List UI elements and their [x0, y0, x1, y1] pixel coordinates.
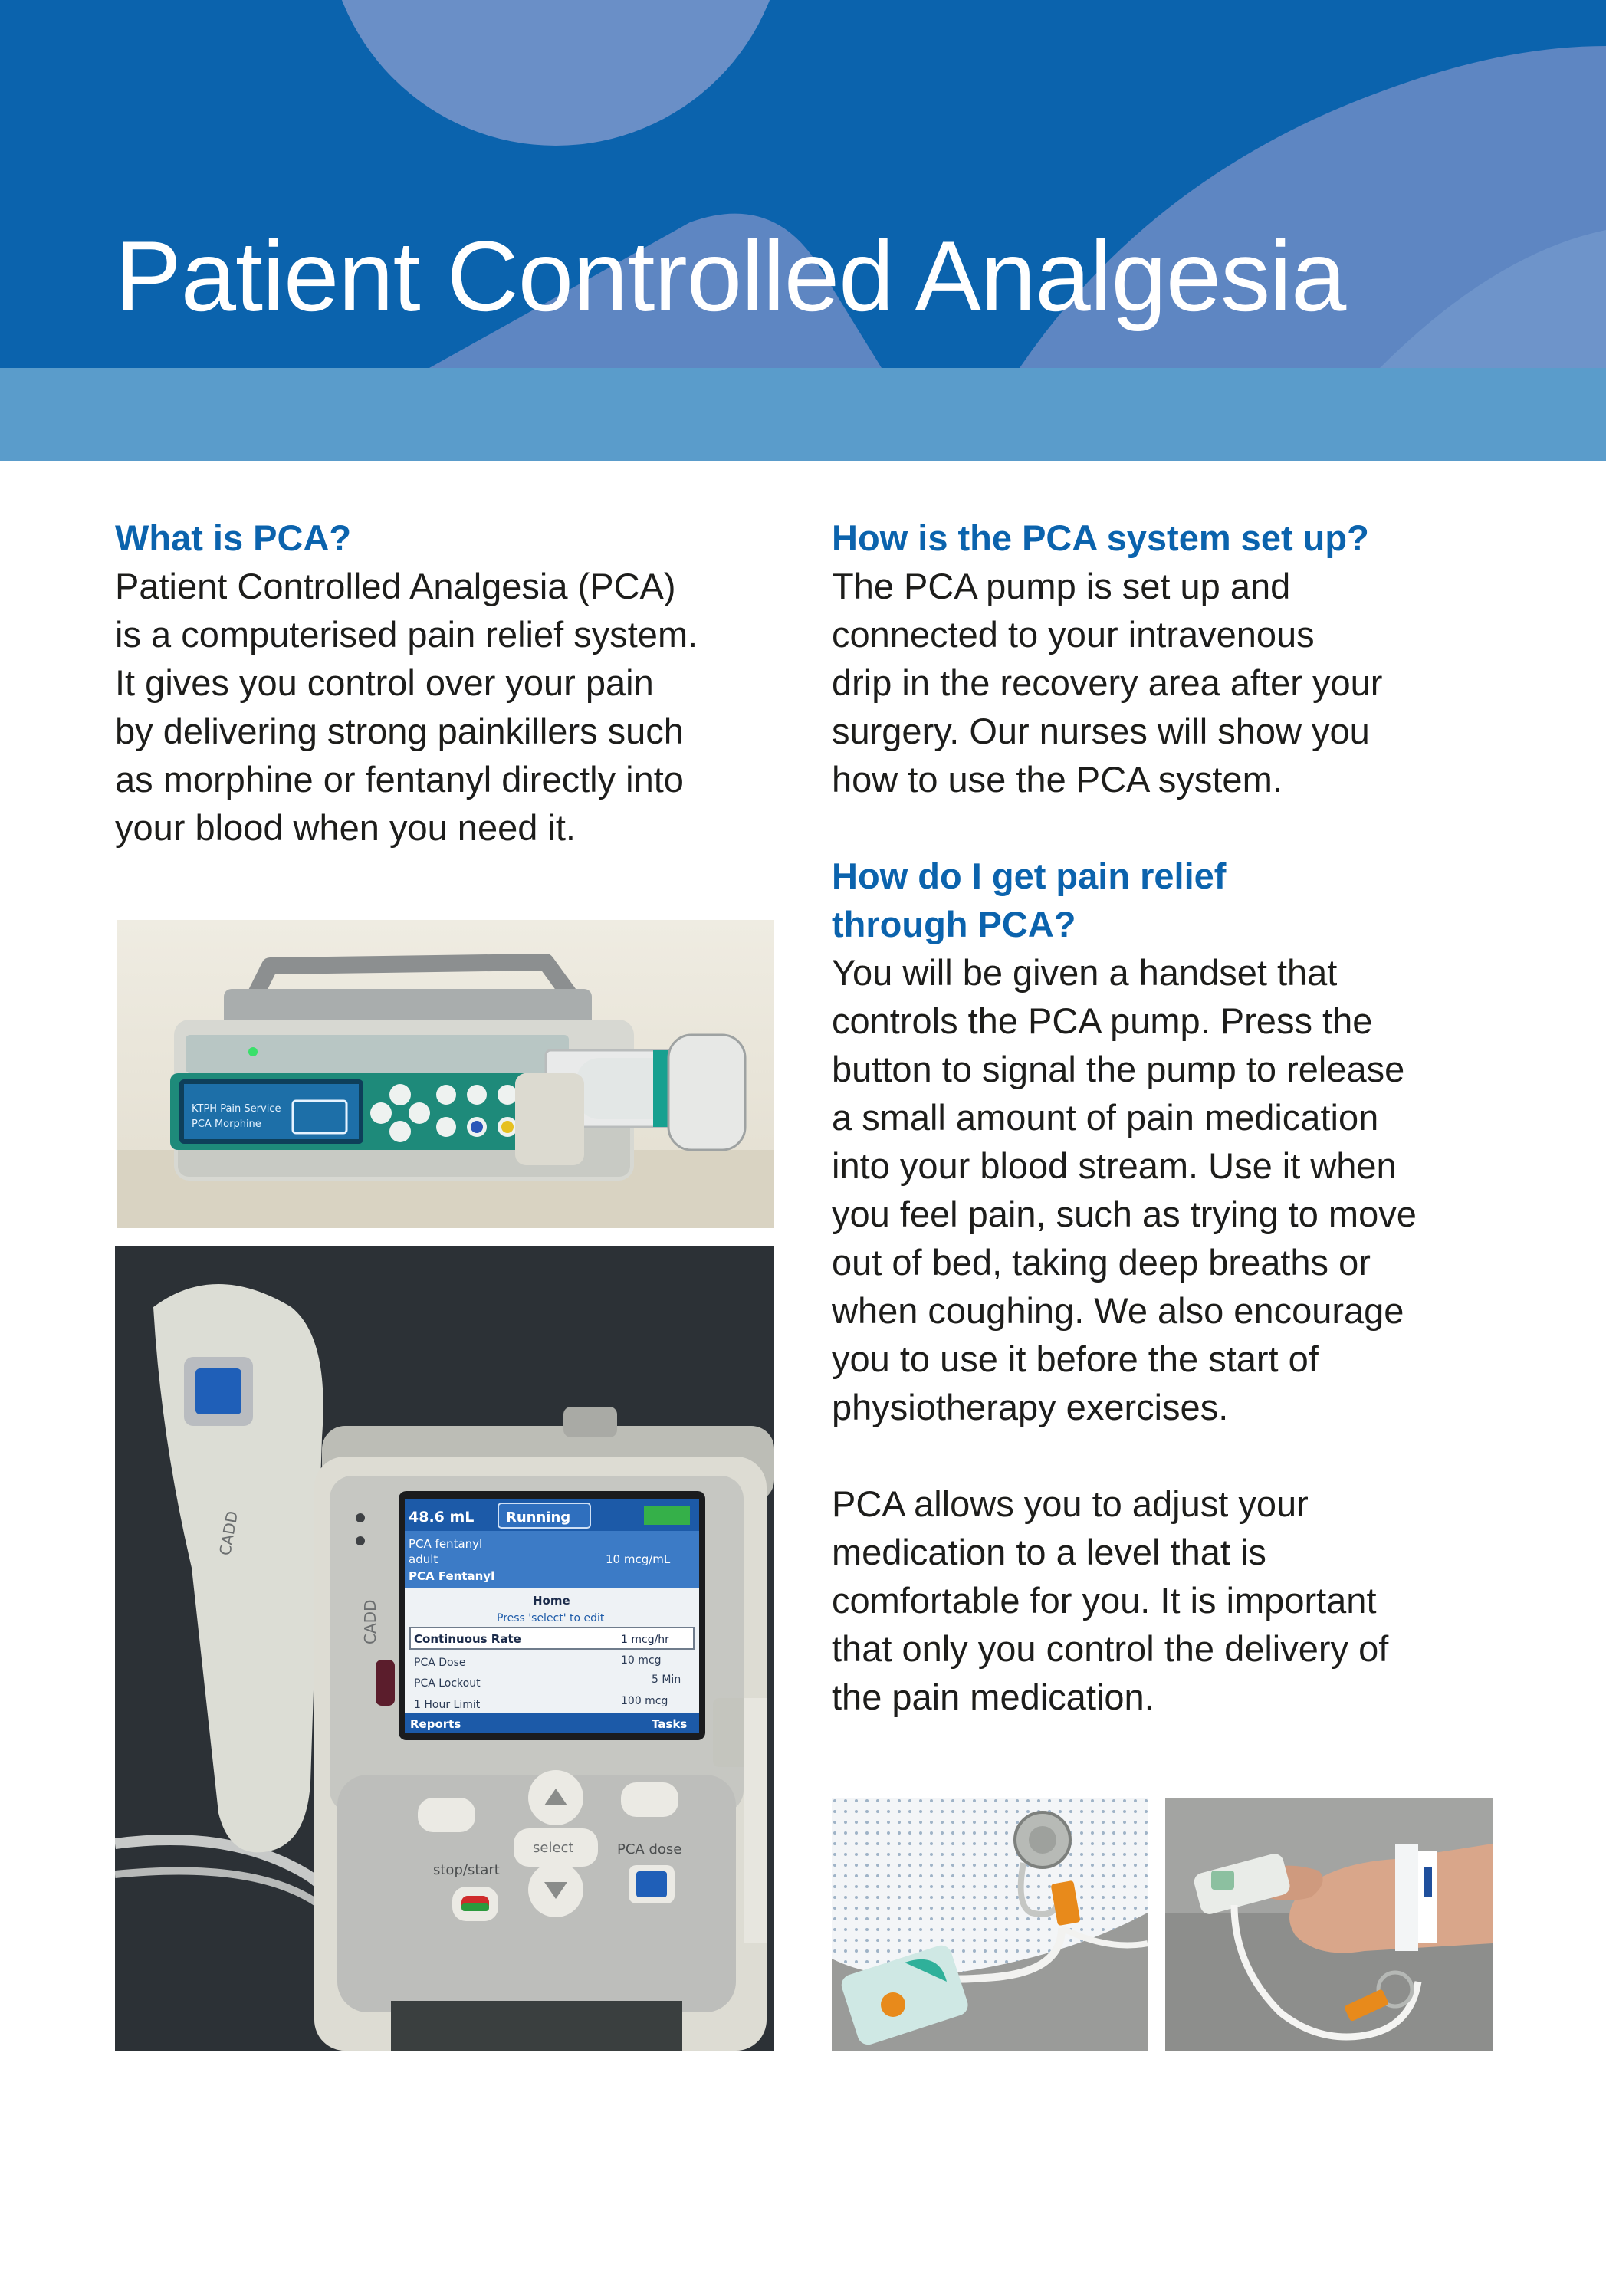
body-line: a small amount of pain medication: [832, 1097, 1379, 1138]
cadd-device-illustration: [115, 1246, 774, 2051]
body-line: that only you control the delivery of: [832, 1628, 1389, 1669]
section-body: [832, 562, 1545, 803]
row-value: 10 mcg: [621, 1654, 662, 1667]
body-line: physiotherapy exercises.: [832, 1387, 1229, 1427]
body-line: connected to your intravenous: [832, 614, 1315, 655]
row-value: 100 mcg: [621, 1695, 668, 1707]
drug-line2: adult: [409, 1552, 438, 1566]
body-line: your blood when you need it.: [115, 807, 576, 848]
body-line: medication to a level that is: [832, 1532, 1266, 1572]
row-label: 1 Hour Limit: [414, 1699, 481, 1711]
section-heading: What is PCA?: [115, 517, 352, 558]
section-body: [115, 562, 790, 852]
body-line: It gives you control over your pain: [115, 662, 654, 703]
drug-line1: PCA fentanyl: [409, 1537, 483, 1551]
softkey-right: Tasks: [652, 1717, 688, 1731]
section-heading: [832, 852, 1545, 948]
syringe-pump-photo: [117, 920, 774, 1228]
select-button-label: select: [533, 1840, 574, 1856]
softkey-left: Reports: [410, 1717, 461, 1731]
pump-screen-line2: PCA Morphine: [192, 1118, 261, 1130]
handset-clip-photo: [832, 1798, 1148, 2051]
row-value: 5 Min: [652, 1674, 681, 1686]
body-line: surgery. Our nurses will show you: [832, 711, 1370, 751]
volume-readout: 48.6 mL: [409, 1509, 475, 1526]
handset-clip-illustration: [832, 1798, 1148, 2051]
body-line: you to use it before the start of: [832, 1339, 1319, 1379]
handset-label: CADD: [215, 1509, 242, 1557]
section-body-2: [832, 1480, 1545, 1721]
row-label: Continuous Rate: [414, 1632, 521, 1646]
row-label: PCA Lockout: [414, 1677, 481, 1690]
page-title: Patient Controlled Analgesia: [115, 220, 1346, 332]
body-line: You will be given a handset that: [832, 952, 1338, 993]
body-line: out of bed, taking deep breaths or: [832, 1242, 1371, 1283]
pca-dose-label: PCA dose: [617, 1841, 682, 1857]
section-what-is-pca: [115, 514, 790, 852]
drug-name: PCA Fentanyl: [409, 1569, 495, 1583]
section-body: [832, 948, 1545, 1431]
body-line: the pain medication.: [832, 1677, 1154, 1717]
device-label: CADD: [361, 1599, 379, 1644]
body-line: The PCA pump is set up and: [832, 566, 1291, 606]
section-setup: [832, 514, 1545, 803]
edit-hint: Press 'select' to edit: [497, 1612, 605, 1624]
hand-press-photo: [1165, 1798, 1493, 2051]
body-line: PCA allows you to adjust your: [832, 1483, 1309, 1524]
row-value: 1 mcg/hr: [621, 1634, 669, 1646]
section-pain-relief: [832, 852, 1545, 1721]
body-line: button to signal the pump to release: [832, 1049, 1405, 1089]
row-label: PCA Dose: [414, 1657, 466, 1669]
body-line: drip in the recovery area after your: [832, 662, 1383, 703]
heading-line: How do I get pain relief: [832, 856, 1227, 896]
body-line: as morphine or fentanyl directly into: [115, 759, 684, 800]
home-label: Home: [533, 1594, 570, 1608]
header-banner: [0, 0, 1606, 368]
section-heading: How is the PCA system set up?: [832, 517, 1369, 558]
status-running: Running: [506, 1509, 571, 1526]
stop-start-label: stop/start: [433, 1862, 500, 1878]
hand-press-illustration: [1165, 1798, 1493, 2051]
body-line: comfortable for you. It is important: [832, 1580, 1377, 1621]
body-line: how to use the PCA system.: [832, 759, 1283, 800]
concentration: 10 mcg/mL: [606, 1552, 671, 1566]
heading-line: through PCA?: [832, 904, 1076, 944]
body-line: by delivering strong painkillers such: [115, 711, 684, 751]
right-column: [832, 514, 1545, 1721]
header-strip: [0, 368, 1606, 461]
body-line: Patient Controlled Analgesia (PCA): [115, 566, 676, 606]
syringe-pump-illustration: [117, 920, 774, 1228]
pump-screen-line1: KTPH Pain Service: [192, 1103, 281, 1115]
body-line: when coughing. We also encourage: [832, 1290, 1404, 1331]
body-line: controls the PCA pump. Press the: [832, 1000, 1373, 1041]
body-line: you feel pain, such as trying to move: [832, 1194, 1417, 1234]
cadd-device-photo: [115, 1246, 774, 2051]
body-line: is a computerised pain relief system.: [115, 614, 698, 655]
body-line: into your blood stream. Use it when: [832, 1145, 1397, 1186]
